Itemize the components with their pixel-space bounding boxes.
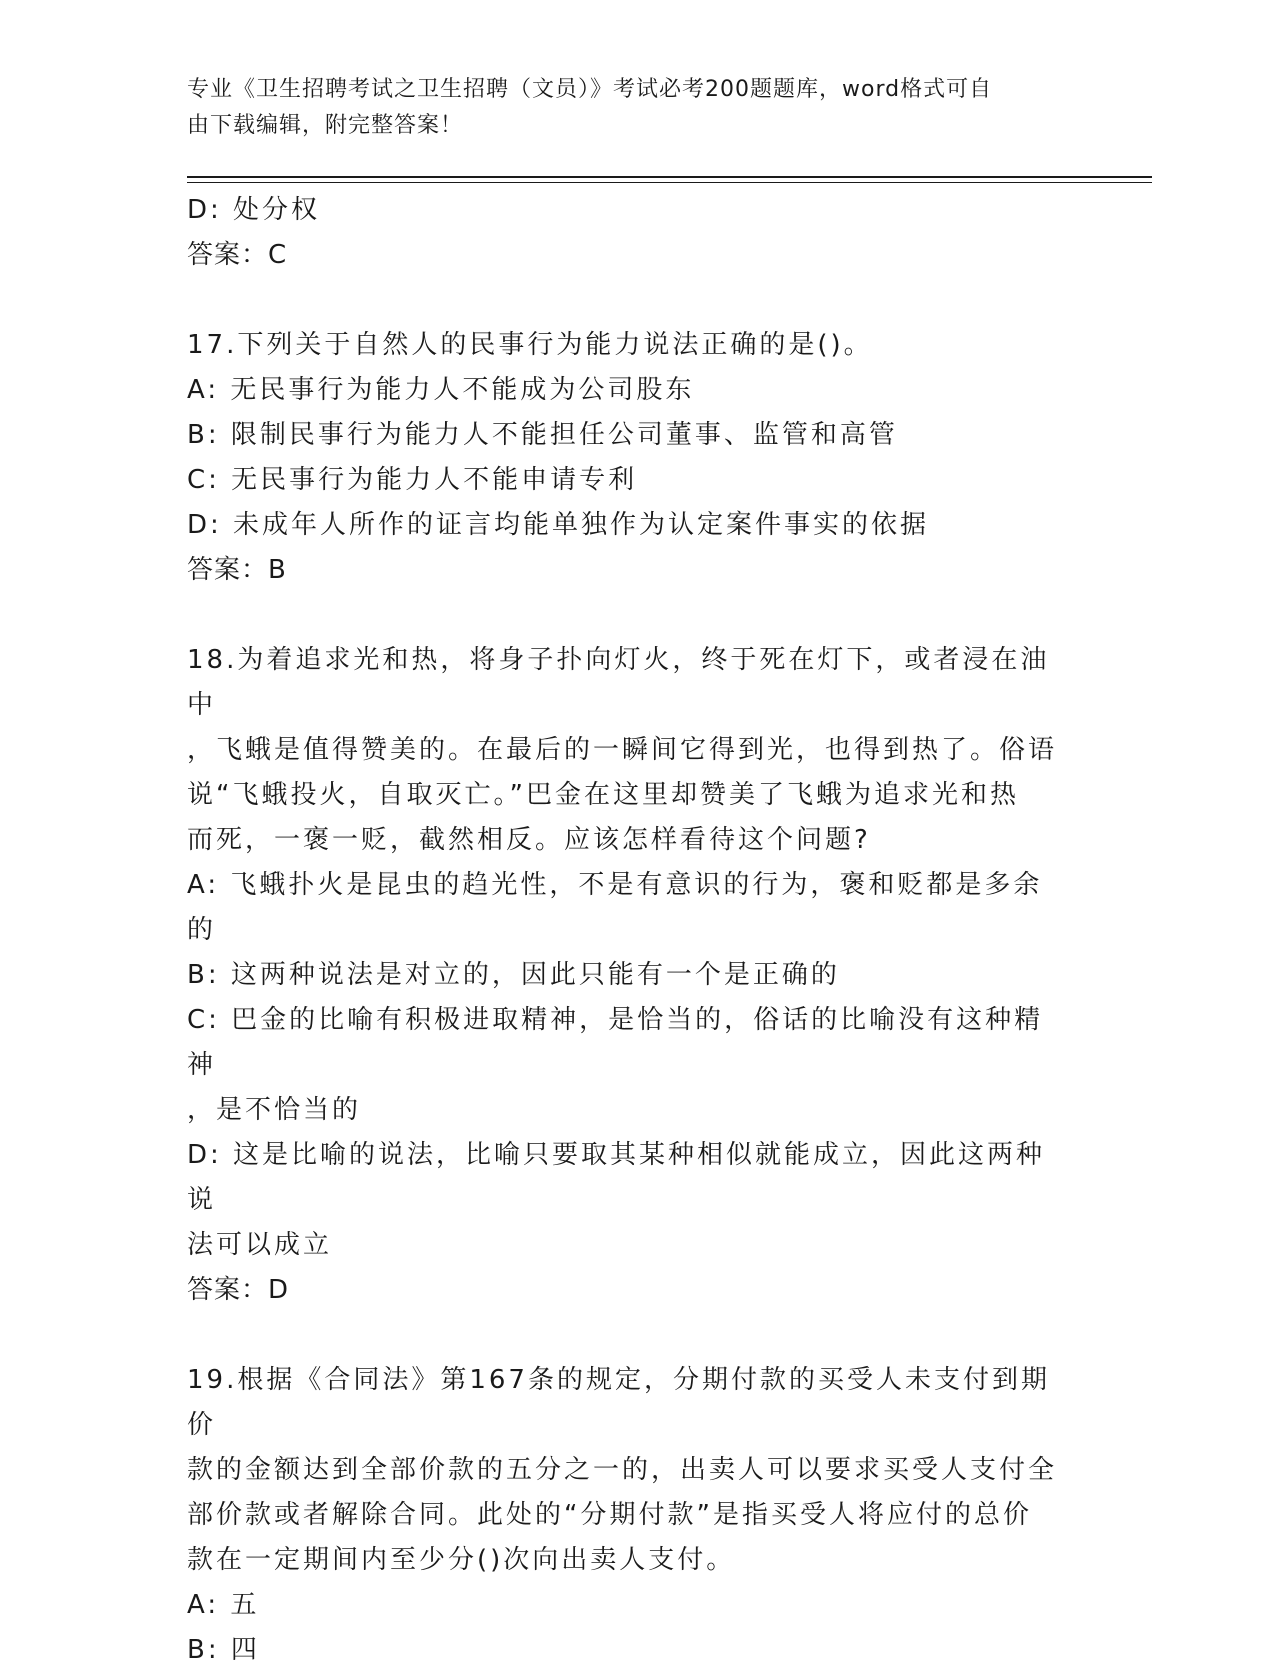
header-rule-thin [187, 182, 1152, 183]
spacer [187, 593, 1067, 638]
header-title-line-2: 由下载编辑，附完整答案！ [187, 113, 464, 138]
question-stem-line: ，飞蛾是值得赞美的。在最后的一瞬间它得到光，也得到热了。俗语 [187, 735, 1058, 765]
option-c-continued: ，是不恰当的 [187, 1095, 362, 1125]
option-b: B: 四 [187, 1635, 260, 1665]
question-19 [187, 1358, 1067, 1673]
spacer [187, 278, 1067, 323]
option-a: A: 五 [187, 1590, 260, 1620]
question-18 [187, 638, 1067, 1313]
question-17 [187, 323, 1067, 593]
option-b: B: 限制民事行为能力人不能担任公司董事、监管和高管 [187, 420, 898, 450]
answer: 答案：D [187, 1275, 290, 1305]
option-d: D: 这是比喻的说法，比喻只要取其某种相似就能成立，因此这两种说 [187, 1140, 1046, 1215]
option-c: C: 巴金的比喻有积极进取精神，是恰当的，俗话的比喻没有这种精神 [187, 1005, 1044, 1080]
header-rule-thick [187, 176, 1152, 178]
question-stem-line: 而死，一褒一贬，截然相反。应该怎样看待这个问题? [187, 825, 871, 855]
page-header [187, 72, 1067, 144]
option-b: B: 这两种说法是对立的，因此只能有一个是正确的 [187, 960, 840, 990]
option-a: A: 无民事行为能力人不能成为公司股东 [187, 375, 695, 405]
spacer [187, 1313, 1067, 1358]
document-body [187, 188, 1067, 1673]
question-stem-line: 款的金额达到全部价款的五分之一的，出卖人可以要求买受人支付全 [187, 1455, 1058, 1485]
question-stem-line: 19.根据《合同法》第167条的规定，分期付款的买受人未支付到期价 [187, 1365, 1050, 1440]
previous-answer: 答案：C [187, 240, 288, 270]
option-d-continued: 法可以成立 [187, 1230, 333, 1260]
question-stem: 17.下列关于自然人的民事行为能力说法正确的是()。 [187, 330, 873, 360]
question-stem-line: 部价款或者解除合同。此处的“分期付款”是指买受人将应付的总价 [187, 1500, 1032, 1530]
answer: 答案：B [187, 555, 287, 585]
option-a: A: 飞蛾扑火是昆虫的趋光性，不是有意识的行为，褒和贬都是多余的 [187, 870, 1043, 945]
header-title-line-1: 专业《卫生招聘考试之卫生招聘（文员）》考试必考200题题库，word格式可自 [187, 77, 993, 102]
question-stem-line: 18.为着追求光和热，将身子扑向灯火，终于死在灯下，或者浸在油中 [187, 645, 1050, 720]
question-stem-line: 说“飞蛾投火，自取灭亡。”巴金在这里却赞美了飞蛾为追求光和热 [187, 780, 1019, 810]
previous-option-d: D: 处分权 [187, 195, 321, 225]
option-d: D: 未成年人所作的证言均能单独作为认定案件事实的依据 [187, 510, 930, 540]
question-stem-line: 款在一定期间内至少分()次向出卖人支付。 [187, 1545, 736, 1575]
option-c: C: 无民事行为能力人不能申请专利 [187, 465, 638, 495]
